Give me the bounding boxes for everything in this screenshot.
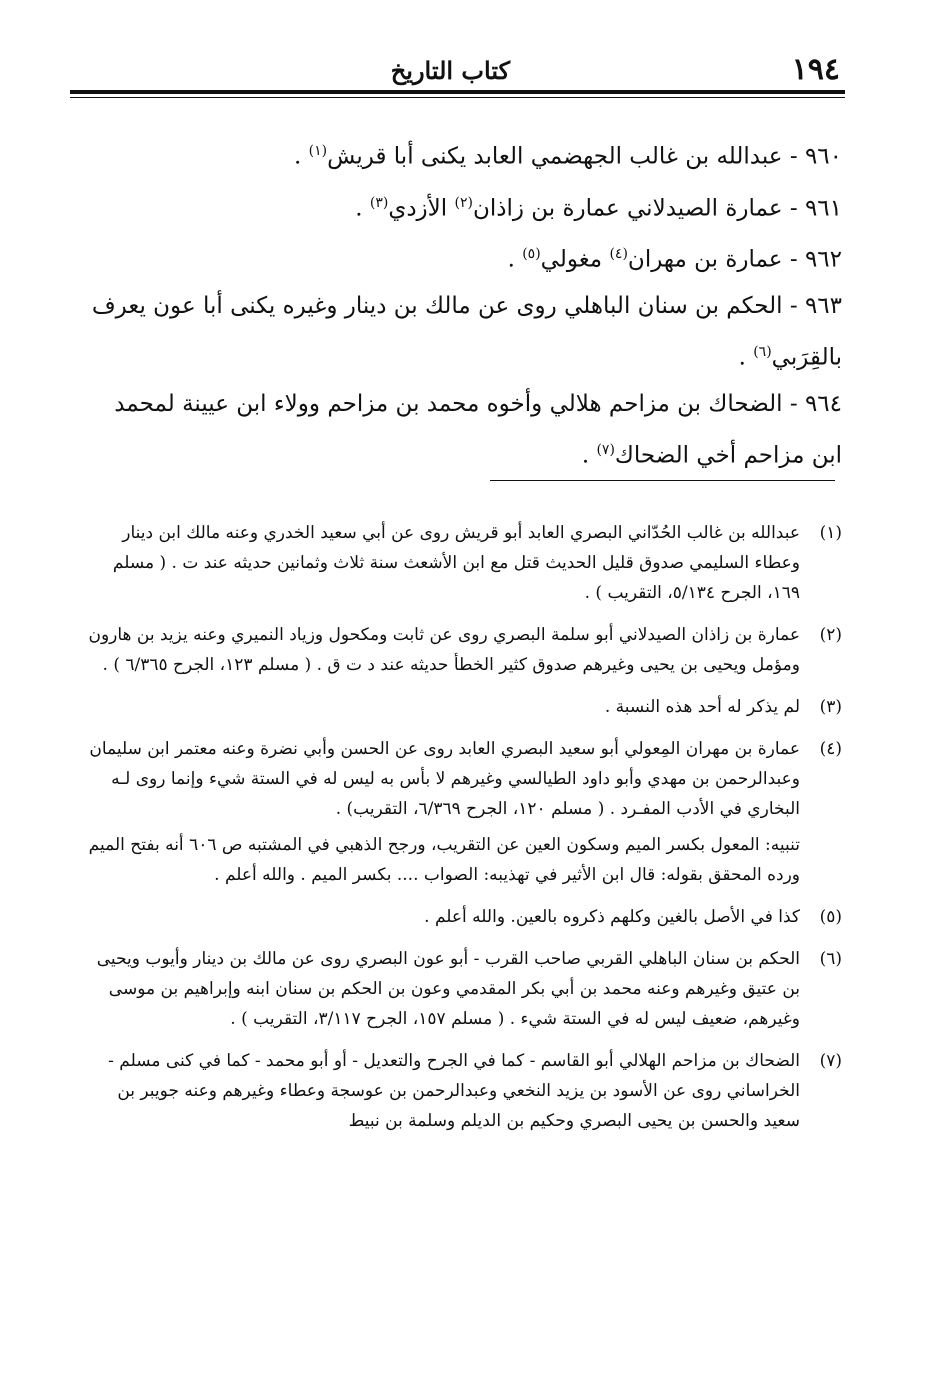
footnote-ref[interactable]: (١) — [308, 143, 328, 159]
footnote-text: عبدالله بن غالب الحُدّاني البصري العابد أبو قريش روى عن أبي سعيد الخدري وعنه مالك ابن دينار وعطاء السليمي صدوق قليل الحديث قتل مع ابن الأشعث سنة ثلاث وثمانين حديثه عند ت . ( مسلم ١٦٩، الجرح ٥/١٣٤، التقريب ) . — [112, 523, 800, 603]
footnote-ref[interactable]: (٢) — [454, 194, 473, 211]
book-title: كتاب التاريخ — [390, 56, 510, 85]
entry-964 — [82, 381, 842, 479]
footnote-5 — [82, 902, 842, 932]
entry-number: ٩٦٠ — [804, 143, 842, 170]
footnote-number: (٦) — [819, 949, 842, 969]
entry-number: ٩٦٢ — [804, 246, 842, 273]
footnote-ref[interactable]: (٥) — [522, 246, 541, 263]
footnote-ref[interactable]: (٣) — [369, 194, 389, 211]
footnote-3 — [82, 692, 842, 722]
footnote-text: الحكم بن سنان الباهلي القربي صاحب القرب - أبو عون البصري روى عن مالك بن دينار وأيوب ويحيى بن عتيق وغيرهم وعنه محمد بن أبي بكر المقدمي وعون بن الحكم بن سنان ابنه وإبراهيم بن موسى وغيرهم، ضعيف ليس له في الستة شيء . ( مسلم ١٥٧، الجرح ٣/١١٧، التقريب ) . — [96, 949, 800, 1029]
entry-962 — [82, 231, 842, 283]
footnote-number: (٢) — [819, 625, 842, 645]
page-header — [70, 50, 840, 90]
entries-list — [82, 128, 842, 478]
footnote-number: (٧) — [819, 1051, 842, 1071]
footnote-ref[interactable]: (٦) — [753, 343, 772, 360]
entry-tail: . — [293, 143, 309, 170]
footnote-note: تنبيه: المعول بكسر الميم وسكون العين عن التقريب، ورجح الذهبي في المشتبه ص ٦٠٦ أنه بفتح الميم ورده المحقق بقوله: قال ابن الأثير في تهذيبه: الصواب .... بكسر الميم . والله أعلم . — [88, 835, 800, 885]
entry-961 — [82, 180, 842, 232]
footnote-text: عمارة بن مهران المِعولي أبو سعيد البصري العابد روى عن الحسن وأبي نضرة وعنه معتمر ابن سليمان وعبدالرحمن بن مهدي وأبو داود الطيالسي وغيرهم لا بأس به ليس له في الستة شيء وإنما روى لـه البخاري في الأدب المفـرد . ( مسلم ١٢٠، الجرح ٦/٣٦٩، التقريب) . — [89, 739, 800, 819]
footnote-number: (٥) — [819, 907, 842, 927]
entry-text: - عمارة بن مهران — [627, 246, 805, 273]
entry-tail: . — [581, 442, 597, 469]
footnote-text: كذا في الأصل بالغين وكلهم ذكروه بالعين. والله أعلم . — [424, 907, 800, 927]
entry-text-mid: مغولي — [540, 246, 610, 273]
footnote-1 — [82, 518, 842, 608]
footnote-text: لم يذكر له أحد هذه النسبة . — [604, 697, 800, 717]
entry-text: - الضحاك بن مزاحم هلالي وأخوه محمد بن مزاحم وولاء ابن عيينة لمحمد ابن مزاحم أخي الضحاك — [114, 390, 842, 469]
footnote-2 — [82, 620, 842, 680]
footnote-4 — [82, 734, 842, 890]
footnote-6 — [82, 944, 842, 1034]
entry-text-mid: الأزدي — [388, 195, 455, 222]
entry-number: ٩٦٤ — [804, 390, 842, 417]
entry-tail: . — [738, 344, 754, 371]
footnote-text: عمارة بن زاذان الصيدلاني أبو سلمة البصري روى عن ثابت ومكحول وزياد النميري وعنه يزيد بن هارون ومؤمل ويحيى بن يحيى وغيرهم صدوق كثير الخطأ حديثه عند د ت ق . ( مسلم ١٢٣، الجرح ٦/٣٦٥ ) . — [88, 625, 800, 675]
entry-text: - الحكم بن سنان الباهلي روى عن مالك بن دينار وغيره يكنى أبا عون يعرف بالقِرَبي — [91, 292, 842, 371]
entry-tail: . — [507, 246, 523, 273]
header-rule-thin — [70, 97, 845, 98]
page-number: ١٩٤ — [791, 52, 840, 87]
footnote-ref[interactable]: (٤) — [609, 246, 628, 263]
entry-tail: . — [355, 195, 370, 222]
entry-number: ٩٦١ — [804, 195, 842, 222]
footnote-number: (١) — [819, 523, 842, 543]
footnote-ref[interactable]: (٧) — [596, 441, 615, 458]
header-rule — [70, 90, 845, 94]
footnote-7 — [82, 1046, 842, 1136]
footnote-number: (٤) — [819, 739, 842, 759]
entry-960 — [82, 128, 842, 180]
entry-number: ٩٦٣ — [804, 292, 842, 319]
entry-963 — [82, 283, 842, 381]
footnote-separator — [490, 480, 835, 481]
footnote-text: الضحاك بن مزاحم الهلالي أبو القاسم - كما في الجرح والتعديل - أو أبو محمد - كما في كنى مسلم - الخراساني روى عن الأسود بن يزيد النخعي وعبدالرحمن بن عوسجة وعطاء وغيرهم وعنه جويبر بن سعيد والحسن بن يحيى البصري وحكيم بن الديلم وسلمة بن نبيط — [108, 1051, 800, 1131]
entry-text: - عمارة الصيدلاني عمارة بن زاذان — [472, 195, 805, 222]
entry-text: - عبدالله بن غالب الجهضمي العابد يكنى أبا قريش — [327, 143, 805, 170]
footnotes-list — [82, 518, 842, 1148]
footnote-number: (٣) — [819, 697, 842, 717]
